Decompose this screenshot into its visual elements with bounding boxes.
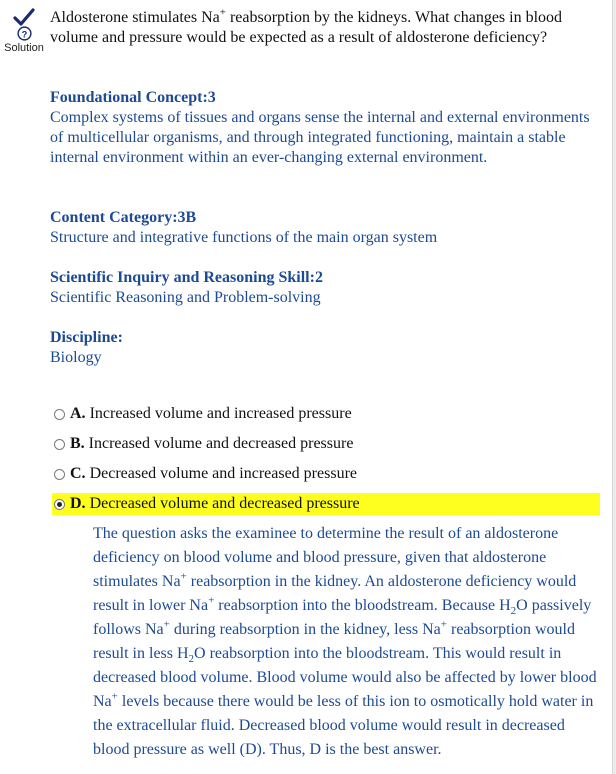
option-text: Decreased volume and decreased pressure bbox=[89, 495, 360, 512]
content-category-heading: Content Category:3B bbox=[50, 209, 197, 226]
foundational-concept bbox=[50, 88, 595, 168]
foundational-concept-heading: Foundational Concept:3 bbox=[50, 89, 216, 106]
discipline bbox=[50, 328, 595, 368]
option-d[interactable] bbox=[52, 493, 600, 515]
radio-option-a[interactable] bbox=[54, 409, 65, 420]
option-text: Increased volume and increased pressure bbox=[89, 405, 352, 422]
content-category-text: Structure and integrative functions of the main organ system bbox=[50, 229, 438, 246]
reasoning-skill bbox=[50, 268, 595, 308]
option-b[interactable] bbox=[52, 433, 600, 455]
content-category bbox=[50, 208, 595, 248]
discipline-heading: Discipline: bbox=[50, 329, 123, 346]
option-letter: D. bbox=[70, 495, 86, 512]
scrollbar[interactable] bbox=[612, 0, 616, 774]
option-c[interactable] bbox=[52, 463, 600, 485]
svg-text:?: ? bbox=[21, 29, 27, 40]
option-text: Increased volume and decreased pressure bbox=[88, 435, 354, 452]
radio-option-b[interactable] bbox=[54, 439, 65, 450]
discipline-text: Biology bbox=[50, 349, 102, 366]
reasoning-skill-text: Scientific Reasoning and Problem-solving bbox=[50, 289, 321, 306]
radio-option-d[interactable] bbox=[54, 499, 65, 510]
option-letter: C. bbox=[70, 465, 86, 482]
option-letter: B. bbox=[70, 435, 85, 452]
help-circle-icon[interactable] bbox=[17, 26, 32, 41]
option-a[interactable] bbox=[52, 403, 600, 425]
option-text: Decreased volume and increased pressure bbox=[89, 465, 357, 482]
foundational-concept-text: Complex systems of tissues and organs sense the internal and external environments of multicellular organisms, and through integrated functioning, maintain a stable internal environment within an ever-changing external environment. bbox=[50, 109, 590, 166]
answer-explanation: The question asks the examinee to determine the result of an aldosterone deficiency on blood volume and blood pressure, given that aldosterone stimulates Na+ reabsorption in the kidney. An aldosterone deficiency would result in lower Na+ reabsorption into the bloodstream. Because $H_2O$ passively follows Na+ during reabsorption in the kidney, less Na+ reabsorption would result in less $H_2O$ reabsorption into the bloodstream. This would result in decreased blood volume. Blood volume would also be affected by lower blood Na+ levels because there would be less of this ion to osmotically hold water in the extracellular fluid. Decreased blood volume would result in decreased blood pressure as well (D). Thus, D is the best answer. bbox=[93, 525, 597, 758]
solution-label: Solution bbox=[4, 42, 44, 54]
radio-option-c[interactable] bbox=[54, 469, 65, 480]
question-text: Aldosterone stimulates Na+ reabsorption by the kidneys. What changes in blood volume and pressure would be expected as a result of aldosterone deficiency? bbox=[50, 6, 563, 46]
solution-toggle[interactable] bbox=[2, 8, 46, 54]
answer-options bbox=[52, 403, 600, 523]
option-letter: A. bbox=[70, 405, 86, 422]
reasoning-skill-heading: Scientific Inquiry and Reasoning Skill:2 bbox=[50, 269, 323, 286]
check-icon bbox=[13, 8, 35, 26]
